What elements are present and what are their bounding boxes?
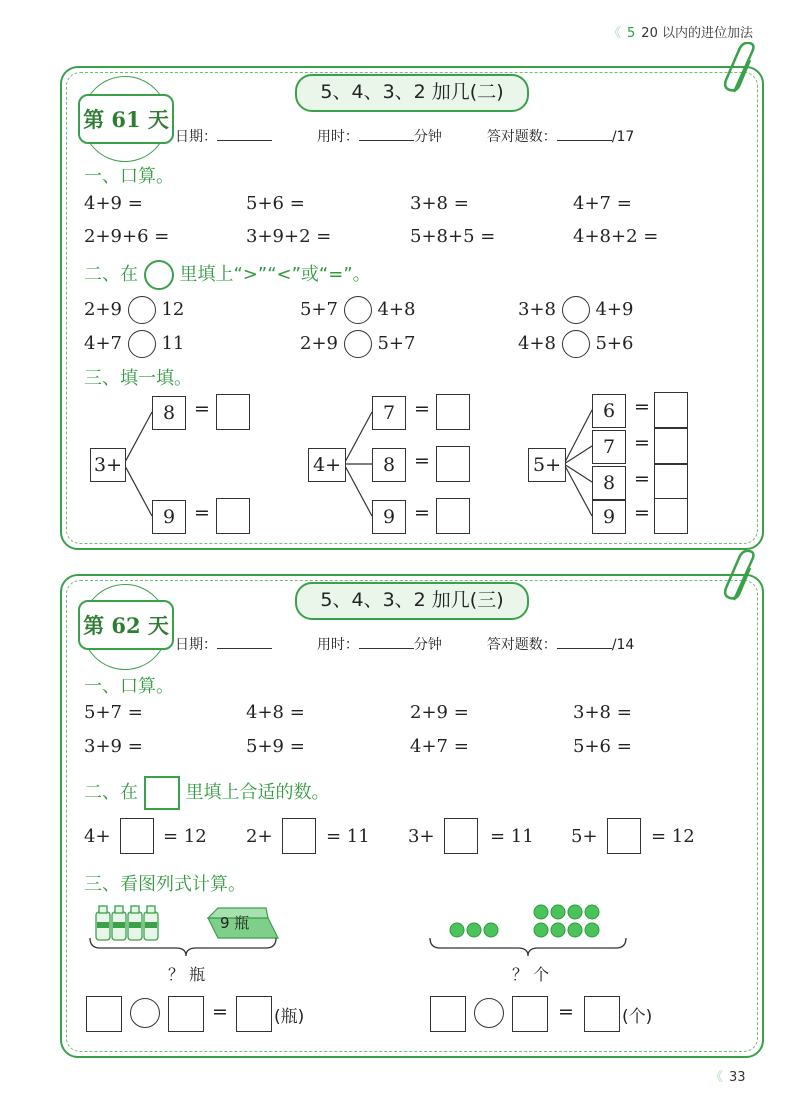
q-item: 4+7 = [410, 736, 469, 757]
answer-box[interactable] [168, 996, 204, 1032]
q-item: 3+8 = [573, 702, 632, 723]
page-number [710, 1066, 746, 1085]
day61-title: 5、4、3、2 加几(二) [295, 74, 529, 112]
day61-section1-heading: 一、口算。 [84, 166, 174, 187]
q-item: 4+8 = [246, 702, 305, 723]
q-item: 4+8+2 = [573, 226, 659, 247]
tree-branch: 8 [592, 466, 626, 500]
day62-section3-heading: 三、看图列式计算。 [84, 874, 246, 895]
time-label: 用时： [316, 129, 359, 145]
equals-sign: = [634, 432, 650, 454]
equals-sign: = [558, 1001, 574, 1023]
answer-box[interactable] [236, 996, 272, 1032]
fill-item: 2+ [246, 826, 273, 847]
tree-root: 4+ [308, 448, 346, 482]
operator-circle[interactable] [130, 998, 160, 1028]
equals-sign: = [634, 502, 650, 524]
chapter-number: 5 [627, 26, 636, 41]
chapter-title: 20 以内的进位加法 [641, 26, 753, 41]
minutes-label: 分钟 [413, 129, 442, 145]
day61-badge-text: 第 61 天 [83, 107, 169, 132]
tree-root: 3+ [90, 448, 126, 482]
time-label: 用时： [316, 637, 359, 653]
q-item: 5+6 = [573, 736, 632, 757]
equals-sign: = [634, 468, 650, 490]
q-item: 3+9 = [84, 736, 143, 757]
brace-right [430, 938, 626, 956]
day62-badge-text: 第 62 天 [83, 613, 169, 638]
tree-branch: 8 [152, 396, 186, 430]
date-label: 日期： [175, 637, 217, 653]
unit-left: (瓶) [274, 1007, 305, 1027]
page-number-text: 33 [729, 1070, 746, 1085]
brace-left [90, 938, 276, 956]
tree-branch: 7 [592, 430, 626, 464]
day62-section1-heading: 一、口算。 [84, 676, 174, 697]
day61-section2-heading: 二、在 里填上“>”“<”或“=”。 [84, 260, 371, 290]
box-label: 9 瓶 [220, 914, 250, 932]
score-total: /14 [611, 637, 635, 653]
q-item: 5+7 = [84, 702, 143, 723]
fill-item: 5+ [571, 826, 598, 847]
q-item: 3+9+2 = [246, 226, 332, 247]
question-right: ？ 个 [512, 965, 550, 984]
equals-sign: = [194, 502, 210, 524]
compare-item: 5+7 4+8 [300, 296, 415, 324]
answer-box[interactable] [86, 996, 122, 1032]
equals-sign: = [414, 398, 430, 420]
minutes-label: 分钟 [413, 637, 442, 653]
q-item: 4+7 = [573, 193, 632, 214]
q-item: 4+9 = [84, 193, 143, 214]
equals-sign: = [634, 396, 650, 418]
fill-item: = 12 [163, 826, 207, 847]
q-item: 2+9 = [410, 702, 469, 723]
fill-item: 3+ [408, 826, 435, 847]
day61-section3-heading: 三、填一填。 [84, 368, 192, 389]
score-label: 答对题数： [486, 637, 557, 653]
answer-box[interactable] [512, 996, 548, 1032]
tree-root: 5+ [528, 448, 566, 482]
equals-sign: = [414, 450, 430, 472]
score-label: 答对题数： [486, 129, 557, 145]
q-item: 5+6 = [246, 193, 305, 214]
fill-item: = 12 [651, 826, 695, 847]
equals-sign: = [212, 1001, 228, 1023]
tree-branch: 8 [372, 448, 406, 482]
tree-branch: 9 [592, 500, 626, 534]
q-item: 2+9+6 = [84, 226, 170, 247]
answer-box[interactable] [584, 996, 620, 1032]
apple-icon [450, 905, 599, 937]
unit-right: (个) [622, 1007, 653, 1027]
equals-sign: = [194, 398, 210, 420]
equals-sign: = [414, 502, 430, 524]
compare-item: 4+7 11 [84, 330, 184, 358]
chapter-arrows: 《 [608, 26, 622, 41]
compare-item: 2+9 5+7 [300, 330, 415, 358]
q-item: 5+9 = [246, 736, 305, 757]
fill-item: = 11 [490, 826, 534, 847]
fill-item: = 11 [326, 826, 370, 847]
compare-item: 4+8 5+6 [518, 330, 633, 358]
question-left: ？ 瓶 [168, 965, 206, 984]
fill-item: 4+ [84, 826, 111, 847]
operator-circle[interactable] [474, 998, 504, 1028]
date-label: 日期： [175, 129, 217, 145]
tree-branch: 6 [592, 394, 626, 428]
answer-box[interactable] [430, 996, 466, 1032]
tree-branch: 9 [372, 500, 406, 534]
day62-title: 5、4、3、2 加几(三) [295, 582, 529, 620]
tree-branch: 7 [372, 396, 406, 430]
compare-item: 3+8 4+9 [518, 296, 633, 324]
q-item: 3+8 = [410, 193, 469, 214]
compare-item: 2+9 12 [84, 296, 184, 324]
day62-section2-heading: 二、在 里填上合适的数。 [84, 776, 329, 810]
page-arrows: 《 [710, 1070, 724, 1085]
tree-branch: 9 [152, 500, 186, 534]
score-total: /17 [611, 129, 635, 145]
q-item: 5+8+5 = [410, 226, 496, 247]
